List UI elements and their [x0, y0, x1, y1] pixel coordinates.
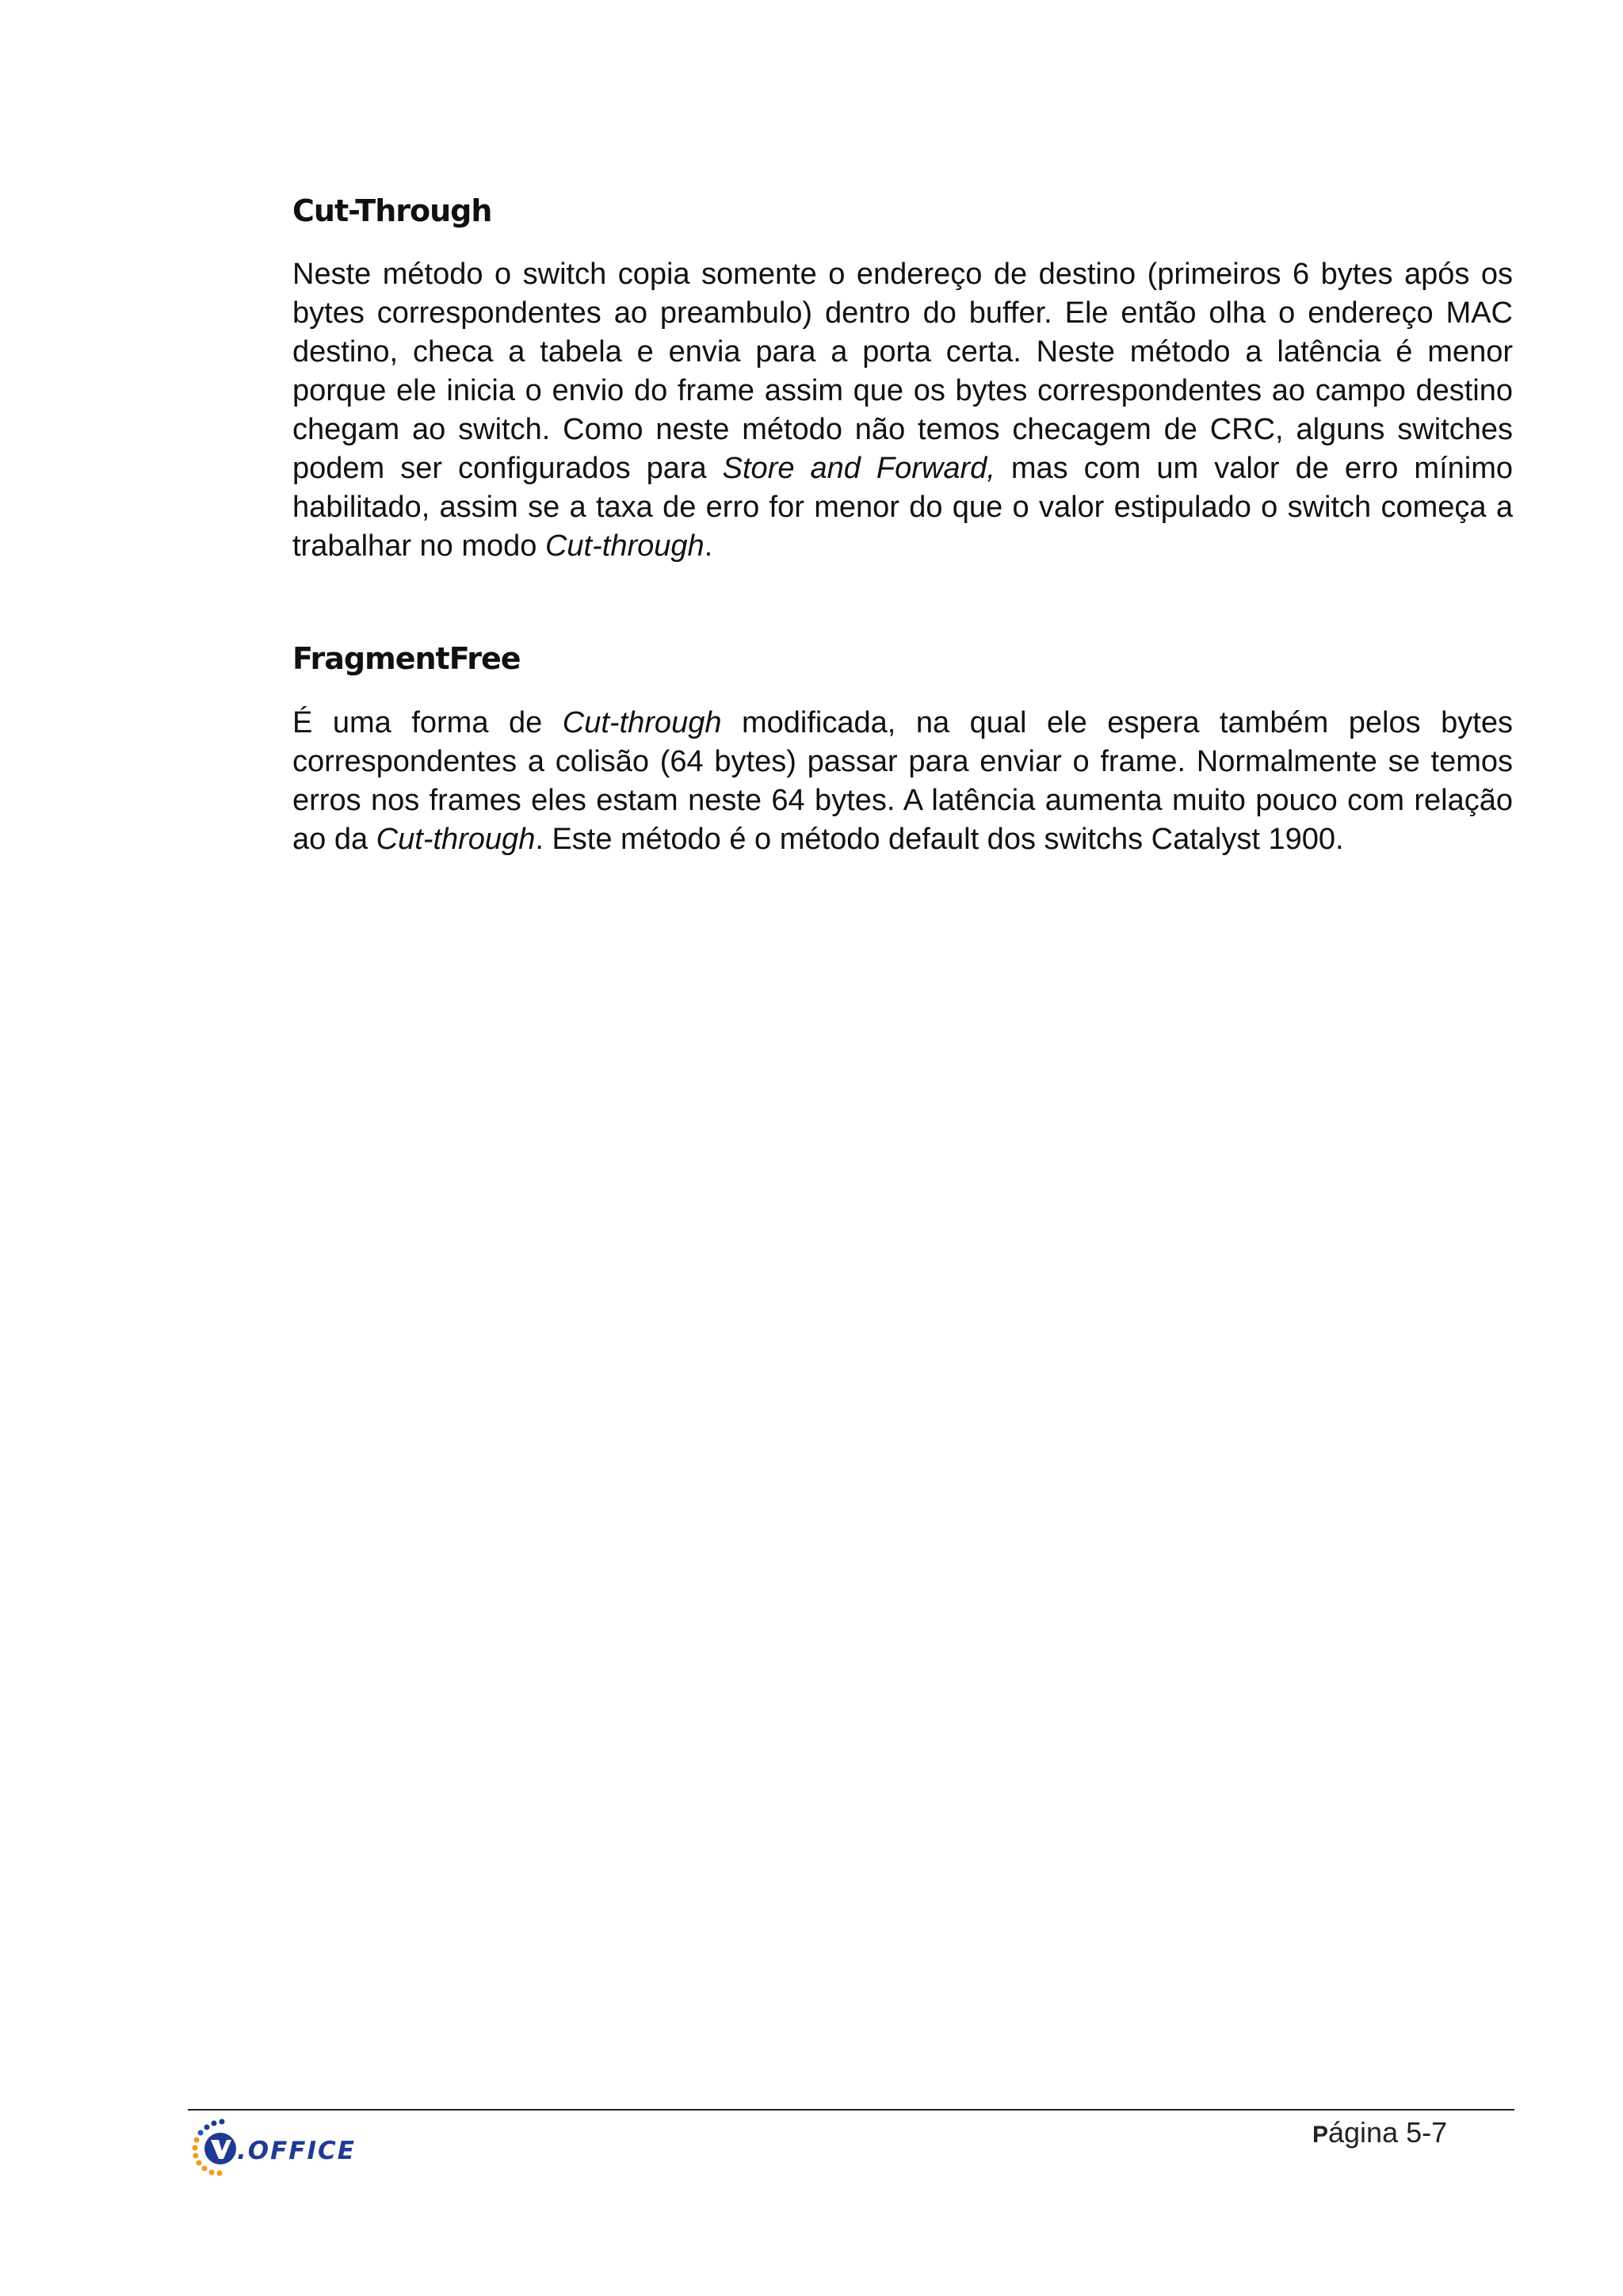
paragraph-italic-text: Cut-through: [544, 529, 705, 563]
paragraph-text: modificada, na qual ele espera também pelos bytes correspondentes a colisão (64 bytes) passar para enviar o frame. Normalmente se temos erros nos frames eles estam neste 64 bytes. A latência aumenta muito pouco com relação ao da: [292, 706, 1513, 856]
page-number-label: ágina 5-7: [1328, 2116, 1448, 2149]
paragraph-italic-text: Cut-through: [376, 823, 536, 856]
footer-divider: [188, 2109, 1514, 2111]
paragraph-italic-text: Cut-through: [562, 706, 722, 739]
logo-wordmark: .OFFICE: [237, 2137, 356, 2165]
paragraph-italic-text: Store and Forward,: [722, 452, 995, 485]
paragraph-text: . Este método é o método default dos switchs Catalyst 1900.: [535, 823, 1344, 856]
document-body: [292, 187, 1513, 859]
voffice-logo: [187, 2115, 361, 2194]
section-paragraph-cut-through: [292, 255, 1513, 566]
voffice-logo-icon: [187, 2115, 242, 2194]
paragraph-text: É uma forma de: [292, 706, 563, 739]
section-paragraph-fragmentfree: [292, 704, 1513, 859]
paragraph-text: Neste método o switch copia somente o endereço de destino (primeiros 6 bytes após os bytes correspondentes ao preambulo) dentro do buffer. Ele então olha o endereço MAC destino, checa a tabela e envia para a porta certa. Neste método a latência é menor porque ele inicia o envio do frame assim que os bytes correspondentes ao campo destino chegam ao switch. Como neste método não temos checagem de CRC, alguns switches podem ser configurados para: [292, 258, 1513, 485]
page-number: [1312, 2116, 1447, 2149]
section-heading-cut-through: Cut-Through: [292, 193, 492, 228]
page-number-prefix: P: [1312, 2122, 1329, 2148]
paragraph-text: mas com um valor de erro mínimo habilitado, assim se a taxa de erro for menor do que o valor estipulado o switch começa a trabalhar no modo: [292, 452, 1514, 563]
paragraph-text: .: [704, 529, 713, 563]
section-heading-fragmentfree: FragmentFree: [292, 641, 521, 676]
